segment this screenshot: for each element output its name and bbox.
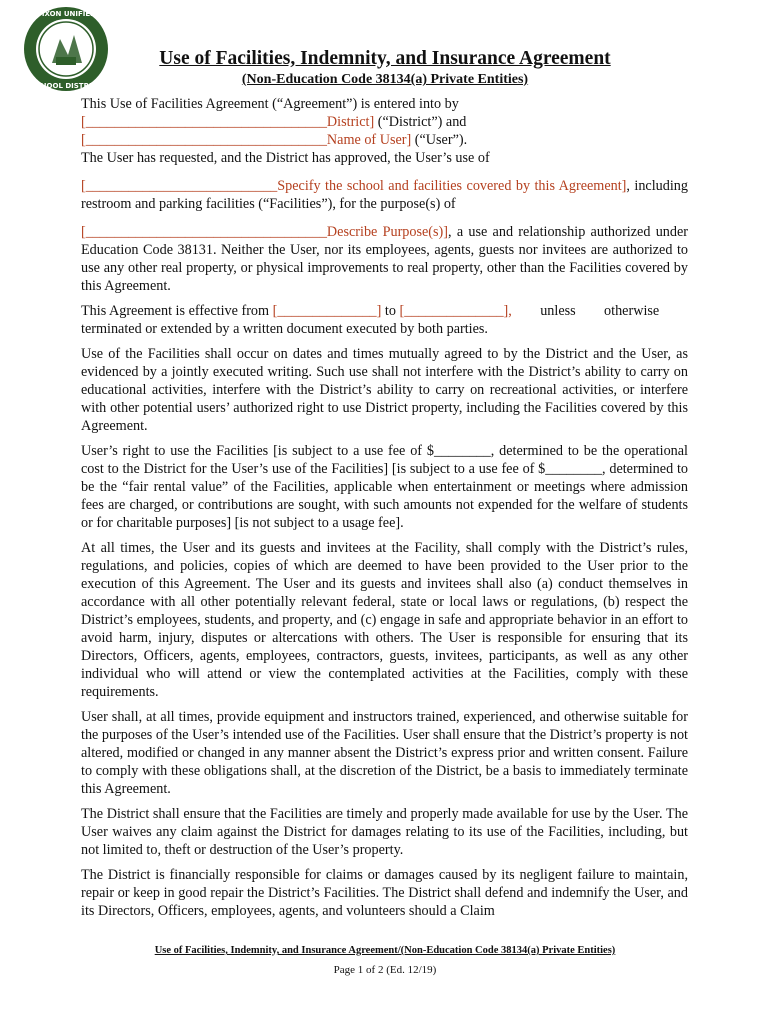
term-text-unless: unless otherwise (511, 303, 660, 319)
intro-line: This Use of Facilities Agreement (“Agreement”) is entered into by (81, 96, 459, 112)
paragraph-term (81, 302, 688, 338)
document-body (81, 95, 688, 927)
term-text-end: terminated or extended by a written document executed by both parties. (81, 321, 488, 337)
paragraph-fees: User’s right to use the Facilities [is subject to a use fee of $________, determined to be the operational cost to the District for the User’s use of the Facilities] [is subject to a use fee of $________, determined to be the “fair rental value” of the Facilities, applicable when entertainment or meetings where admission fees are charged, or contributions are sought, with such amounts not expended for the welfare of students or for charitable purposes] [is not subject to a usage fee]. (81, 443, 688, 531)
svg-text:DIXON UNIFIED: DIXON UNIFIED (36, 10, 96, 18)
user-name-field[interactable]: [__________________________________Name of User] (81, 132, 412, 148)
paragraph-scheduling: Use of the Facilities shall occur on dates and times mutually agreed to by the District and the User, as evidenced by a jointly executed writing. Such use shall not interfere with the District’s ability to carry on educational activities, interfere with the District’s ability to carry on recreational activities, or interfere with other potential users’ authorized right to use District property, including the Facilities covered by this Agreement. (81, 346, 688, 434)
purpose-field[interactable]: [__________________________________Describe Purpose(s)] (81, 224, 449, 240)
paragraph-parties (81, 95, 688, 167)
facilities-text: , including restroom and parking facilities (“Facilities”), for the purpose(s) of (81, 178, 688, 212)
term-text-start: This Agreement is effective from (81, 303, 273, 319)
facilities-field[interactable]: [___________________________Specify the school and facilities covered by this Agreement] (81, 178, 627, 194)
document-title: Use of Facilities, Indemnity, and Insurance Agreement (159, 48, 611, 69)
district-name-field[interactable]: [__________________________________District] (81, 114, 375, 130)
end-date-field[interactable]: [______________], (399, 303, 512, 319)
paragraph-liability: The District is financially responsible for claims or damages caused by its negligent failure to maintain, repair or keep in good repair the District’s Facilities. The District shall defend and indemnify the User, and its Directors, Officers, employees, agents, and volunteers should a Claim (81, 867, 688, 919)
paragraph-facilities (81, 177, 688, 213)
svg-text:SCHOOL DISTRICT: SCHOOL DISTRICT (30, 82, 102, 90)
paragraph-equipment: User shall, at all times, provide equipment and instructors trained, experienced, and otherwise suitable for the purposes of the User’s intended use of the Facilities. User shall ensure that the District’s property is not altered, modified or changed in any manner absent the District’s express prior and written consent. Failure to comply with these obligations shall, at the discretion of the District, be a basis to immediately terminate this Agreement. (81, 709, 688, 797)
document-subtitle: (Non-Education Code 38134(a) Private Entities) (241, 72, 529, 87)
start-date-field[interactable]: [______________] (272, 303, 382, 319)
district-label-text: (“District”) and (374, 114, 467, 130)
user-label-text: (“User”). (411, 132, 468, 148)
paragraph-conduct: At all times, the User and its guests and invitees at the Facility, shall comply with the District’s rules, regulations, and policies, copies of which are deemed to have been provided to the User prior to the execution of this Agreement. The User and its guests and invitees shall also (a) conduct themselves in accordance with all other potentially relevant federal, state or local laws or regulations, (b) respect the District’s employees, students, and property, and (c) engage in safe and appropriate behavior in an effort to avoid harm, injury, disputes or altercations with others. The User is responsible for ensuring that its Directors, Officers, agents, employees, contractors, guests, invitees, participants, as well as any other individual who will attend or view the contemplated activities at the Facilities, comply with these requirements. (81, 540, 688, 700)
footer-title: Use of Facilities, Indemnity, and Insurance Agreement/(Non-Education Code 38134(a) Private Entities) (154, 945, 616, 956)
purpose-text: , a use and relationship authorized under Education Code 38131. Neither the User, nor its employees, agents, guests nor invitees are authorized to use any other real property, or physical improvements to real property, other than the Facilities covered by this Agreement. (81, 224, 688, 294)
request-line: The User has requested, and the District has approved, the User’s use of (81, 150, 490, 166)
term-text-to: to (381, 303, 400, 319)
page-number: Page 1 of 2 (Ed. 12/19) (333, 964, 437, 976)
paragraph-availability: The District shall ensure that the Facilities are timely and properly made available for use by the User. The User waives any claim against the District for damages relating to its use of the Facilities, including, but not limited to, theft or destruction of the User’s property. (81, 806, 688, 858)
paragraph-purpose (81, 223, 688, 295)
